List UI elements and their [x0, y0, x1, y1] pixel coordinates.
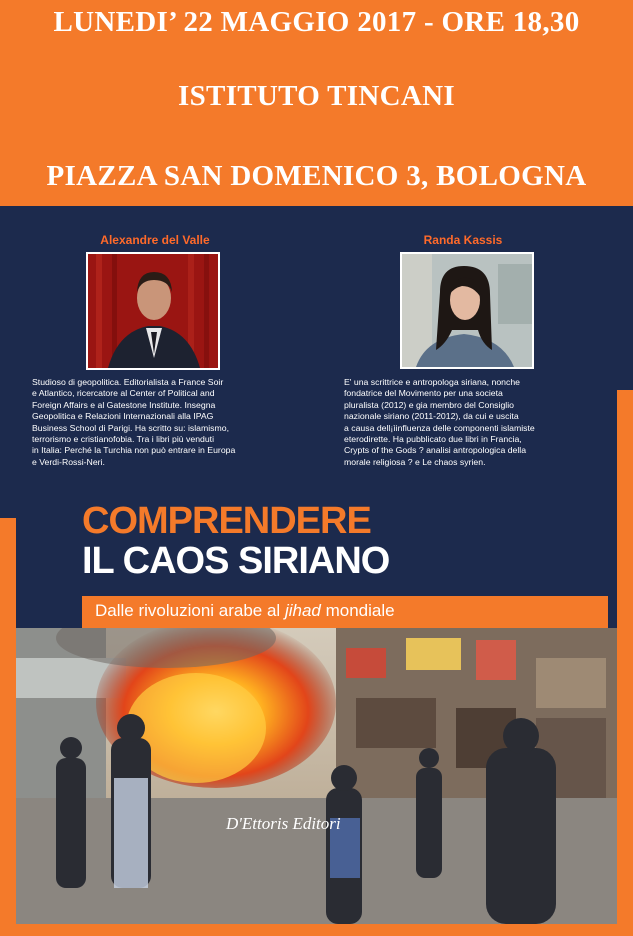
subtitle-pre: Dalle rivoluzioni arabe al [95, 601, 285, 620]
subtitle-post: mondiale [320, 601, 395, 620]
speaker-photo-kassis [400, 252, 534, 369]
bio-line: terrorismo e cristianofobia. Tra i libri più venduti [32, 434, 215, 445]
book-title-line1: COMPRENDERE [82, 500, 371, 542]
bio-line: Studioso di geopolitica. Editorialista a France Soir [32, 377, 224, 387]
book-cover [16, 496, 617, 924]
portrait-woman-icon [402, 254, 532, 367]
cover-photo-street-fire [16, 628, 617, 924]
speaker-bio-kassis [344, 377, 614, 468]
speaker-bio-del-valle [32, 377, 302, 468]
bio-line: fondatrice del Movimento per una societa [344, 388, 503, 399]
street-fire-illustration [16, 628, 617, 924]
book-subtitle [95, 601, 395, 621]
decorative-strip [617, 390, 633, 936]
bio-line: e Atlantico, ricercatore al Center of Political and [32, 388, 215, 399]
event-address: PIAZZA SAN DOMENICO 3, BOLOGNA [46, 160, 587, 192]
speaker-photo-del-valle [86, 252, 220, 370]
bio-line: Geopolitica e Relazioni Internazionali alla IPAG [32, 411, 214, 422]
bio-line: nazionale siriano (2011-2012), da cui e uscita [344, 411, 519, 422]
bio-line: Crypts of the Gods ? analisi antropologica della [344, 445, 527, 456]
bio-line: in Italia: Perché la Turchia non può entrare in Europa [32, 445, 236, 456]
subtitle-jihad: jihad [284, 601, 321, 620]
bio-line: morale religiosa ? e Le chaos syrien. [344, 456, 486, 467]
speaker-name-del-valle: Alexandre del Valle [100, 233, 210, 247]
bio-line: e Verdi-Rossi-Neri. [32, 456, 105, 467]
bio-line: E' una scrittrice e antropologa siriana, nonche [344, 377, 520, 387]
publisher-name: D'Ettoris Editori [226, 814, 341, 833]
event-date: LUNEDI’ 22 MAGGIO 2017 - ORE 18,30 [53, 6, 580, 38]
event-venue: ISTITUTO TINCANI [178, 80, 455, 112]
book-title-line2: IL CAOS SIRIANO [82, 540, 390, 582]
event-header [0, 0, 633, 206]
bio-line: Business School di Parigi. Ha scritto su: islamismo, [32, 422, 229, 433]
bio-line: eterodirette. Ha pubblicato due libri in Francia, [344, 434, 522, 445]
portrait-man-icon [88, 254, 218, 368]
speaker-name-kassis: Randa Kassis [423, 233, 503, 247]
bio-line: pluralista (2012) e gia membro del Consiglio [344, 399, 514, 410]
bio-line: Foreign Affairs e al Gatestone Institute. Insegna [32, 399, 216, 410]
bio-line: a causa dell¡ìinfluenza delle componenti islamiste [344, 422, 535, 433]
